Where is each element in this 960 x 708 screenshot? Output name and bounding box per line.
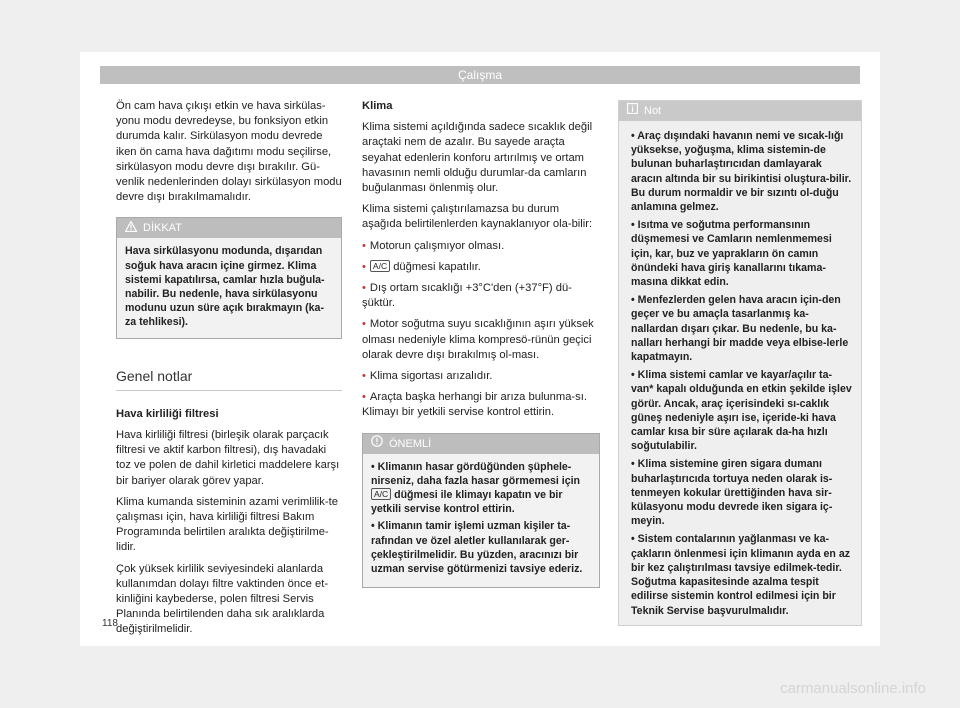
bullet-icon: • [631,458,635,471]
note-box [618,100,862,626]
page-header: Çalışma [100,66,860,84]
important-header [363,434,599,454]
bullet-icon: • [362,370,366,383]
list-item: • Isıtma ve soğutma performansının düşmemesi ve Camların nemlenmemesi için, kar, buz ve yaprakların ön camın önündeki hava giriş kanallarını tıkama-masına dikkat edin. [631,219,832,289]
bullet-icon: • [631,219,635,232]
bullet-icon: • [362,318,366,331]
note-header [619,101,861,121]
note-info-icon [627,101,638,121]
bullet-icon: • [371,460,375,473]
list-item: • Sistem contalarının yağlanması ve ka-çakların önlenmesi için klimanın ayda en az bir kez çalıştırılması tavsiye edilmek-tedir. Soğutma kapasitesinde azalma tespit edilirse sistemin kontrol edilmesi için bir Teknik Servise başvurulmalıdır. [631,533,851,617]
ac-button-icon: A/C [370,260,390,272]
climate-heading: Klima [362,100,393,112]
warning-box [116,217,342,338]
list-item: • Motor soğutma suyu sıcaklığının aşırı yüksek olması nedeniyle klima kompresö-rünün geçici olarak devre dışı bırakılmış ol-ması. [362,318,594,361]
bullet-icon: • [362,239,366,252]
left-column [116,99,342,644]
bullet-icon: • [631,369,635,382]
list-item: • Klimanın hasar gördüğünden şüphele-nirseniz, daha fazla hasar görmemesi için A/C düğmesi ile klimayı kapatın ve bir yetkili servise kontrol ettirin. [371,460,581,516]
list-item: • A/C düğmesi kapatılır. [362,260,481,273]
climate-paragraph-2: Klima sistemi çalıştırılamazsa bu durum aşağıda belirtilenlerden kaynaklanıyor ola-bilir: [362,203,593,231]
filter-heading: Hava kirliliği filtresi [116,407,219,420]
list-item: • Menfezlerden gelen hava aracın için-den geçer ve bu amaçla tasarlanmış ka-nallardan dışarı çıkar. Bu nedenle, bu ka-nalları herhangi bir madde veya elbise-lerle kapatmayın. [631,294,849,364]
cause-list [362,239,600,421]
bullet-icon: • [631,130,635,142]
bullet-icon: • [362,282,366,295]
intro-paragraph: Ön cam hava çıkışı etkin ve hava sirkülas-yonu modu devredeyse, bu fonksiyon etkin durumda kalır. Sirkülasyon modu devrede iken ön cama hava dağıtımı modu seçilirse, sirkülasyon modu devre dışı bırakılır. Gü-venlik nedenlerinden dolayı sirkülasyon modu devre dışı bırakılmamalıdır. [116,100,342,204]
watermark: carmanualsonline.info [780,680,926,697]
warning-header [117,218,341,238]
important-body [363,454,599,588]
list-item: • Klima sigortası arızalıdır. [362,370,493,383]
bullet-icon: • [362,391,366,404]
important-title: ÖNEMLİ [389,437,432,450]
list-item: • Araçta başka herhangi bir arıza bulunma-sı. Klimayı bir yetkili servise kontrol ettirin. [362,391,587,419]
info-circle-icon [371,434,383,454]
list-item: • Motorun çalışmıyor olması. [362,239,505,252]
list-item: • Araç dışındaki havanın nemi ve sıcak-lığı yüksekse, yoğuşma, klima sistemin-de bulunan buharlaştırıcıdan damlayarak aracın altında bir su birikintisi oluştura-bilir. Bu durum normaldir ve bir sızıntı ol-duğu anlamına gelmez. [631,130,852,214]
page-number: 118 [102,618,118,629]
important-box [362,433,600,589]
list-item: • Klima sistemi camlar ve kayar/açılır ta-van* kapalı olduğunda en etkin şekilde işlev görür. Ancak, araç içerisindeki sı-caklık güneş nedeniyle aşırı ise, içeride-ki hava camlar kısa bir süre açılarak da-ha hızlı soğutulabilir. [631,369,852,453]
middle-column [362,99,600,588]
bullet-icon: • [371,520,375,533]
filter-paragraph-1: Hava kirliliği filtresi (birleşik olarak parçacık filtresi ve aktif karbon filtresi), dış havadaki toz ve polen de dahil kirletici maddelere karşı bir bariyer olarak görev yapar. [116,429,340,487]
warning-text: Hava sirkülasyonu modunda, dışarıdan soğuk hava aracın içine girmez. Klima sistemi kapatılırsa, camlar hızla buğula-nabilir. Bu nedenle, hava sirkülasyonu modunu uzun süre açık bırakmayın (ka-za tehlikesi). [125,245,325,329]
note-body [619,121,861,618]
bullet-icon: • [631,294,635,307]
filter-paragraph-3: Çok yüksek kirlilik seviyesindeki alanlarda kullanımdan dolayı filtre vaktinden önce et-kinliğini kaybederse, polen filtresi Servis Planında belirtilenden daha sık aralıklarda değiştirilmelidir. [116,562,329,636]
list-item: • Klima sistemine giren sigara dumanı buharlaştırıcıda tortuya neden olarak is-tenmeyen kokular ürettiğinden hava sir-külasyonu modu devrede iken sigara iç-meyin. [631,458,833,528]
note-title: Not [644,105,662,117]
filter-paragraph-2: Klima kumanda sisteminin azami verimlilik-te çalışması için, hava kirliliği filtresi Bakım Programında belirtilen aralıkta değiştirilme-lidir. [116,495,338,554]
warning-triangle-icon [125,219,137,239]
section-title: Genel notlar [116,369,342,391]
bullet-icon: • [362,260,366,273]
bullet-icon: • [631,533,635,546]
ac-button-icon: A/C [371,488,391,500]
list-item: • Dış ortam sıcaklığı +3°C'den (+37°F) dü-şüktür. [362,282,572,310]
warning-title: DİKKAT [143,222,182,235]
climate-paragraph-1: Klima sistemi açıldığında sadece sıcaklık değil araçtaki nem de azalır. Bu sayede araçta seyahat edenlerin konforu artırılmış ve ortam havasının nemli olduğu durumlar-da camların buğulanması önlenmiş olur. [362,121,593,195]
list-item: • Klimanın tamir işlemi uzman kişiler ta-rafından ve özel aletler kullanılarak ger-çekleştirilmelidir. Bu yüzden, aracınızı bir uzman servise götürmenizi tavsiye ederiz. [371,520,583,576]
